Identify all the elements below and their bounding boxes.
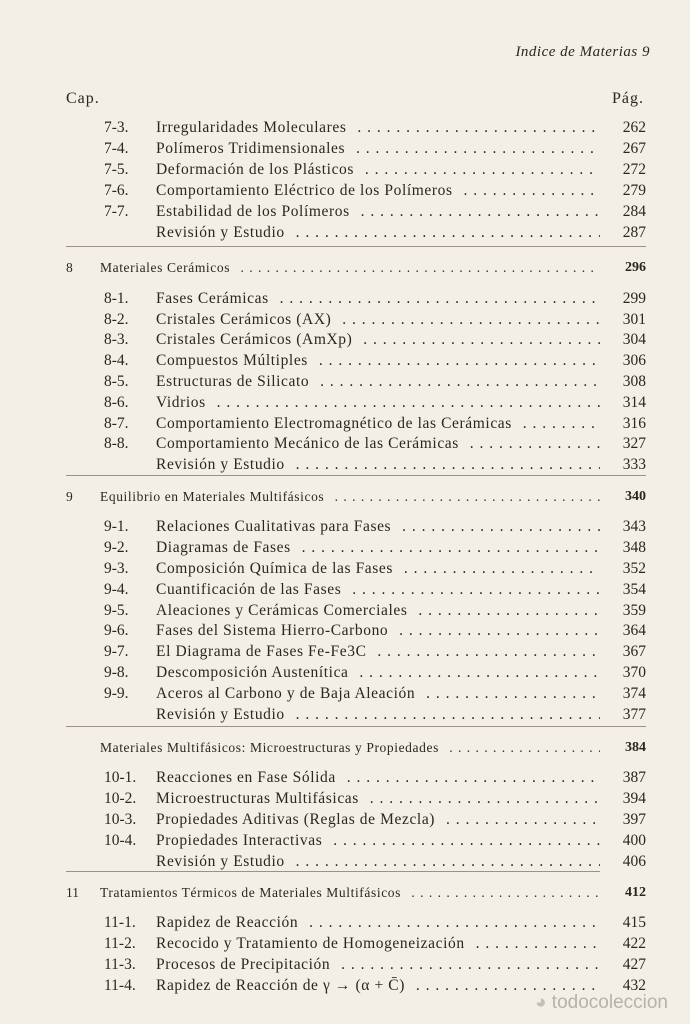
- entry-number: 10-4.: [104, 832, 137, 849]
- section-entry: [0, 393, 690, 413]
- entry-page-number: 333: [600, 455, 646, 475]
- entry-title-text: Descomposición Austenítica: [156, 664, 355, 681]
- entry-title: [156, 810, 640, 830]
- entry-title-text: Diagramas de Fases: [156, 539, 297, 556]
- entry-title: [156, 372, 640, 392]
- entry-number: 9-7.: [104, 643, 129, 660]
- section-entry: [0, 852, 690, 872]
- section-entry: [0, 580, 690, 600]
- entry-page-number: 279: [600, 181, 646, 201]
- entry-title: [156, 455, 640, 475]
- entry-number: 7-6.: [104, 182, 129, 199]
- section-entry: [0, 330, 690, 350]
- entry-title: [156, 202, 640, 222]
- entry-title: [156, 955, 640, 975]
- entry-title: [156, 310, 640, 330]
- entry-number: 8-4.: [104, 352, 129, 369]
- entry-page-number: 267: [600, 139, 646, 159]
- entry-page-number: 367: [600, 642, 646, 662]
- entry-number: 10-1.: [104, 769, 137, 786]
- watermark-icon: ◕: [535, 992, 547, 1013]
- entry-page-number: 340: [600, 487, 646, 507]
- running-header: Indice de Materias 9: [515, 44, 650, 60]
- entry-number: 8-8.: [104, 435, 129, 452]
- entry-title: [156, 663, 640, 683]
- section-entry: [0, 372, 690, 392]
- section-entry: [0, 913, 690, 933]
- entry-title-text: Propiedades Interactivas: [156, 832, 328, 849]
- entry-page-number: 296: [600, 258, 646, 278]
- entry-title-text: Cristales Cerámicos (AX): [156, 311, 337, 328]
- entry-title: [156, 580, 640, 600]
- entry-title-text: Deformación de los Plásticos: [156, 161, 360, 178]
- entry-title: [100, 258, 640, 278]
- entry-number: 11-3.: [104, 956, 136, 973]
- entry-title-text: Rapidez de Reacción: [156, 914, 304, 931]
- entry-number: 9-2.: [104, 539, 129, 556]
- entry-title: [156, 934, 640, 954]
- entry-page-number: 377: [600, 705, 646, 725]
- chapter-entry: [0, 258, 690, 278]
- entry-number: 11: [66, 885, 79, 900]
- entry-page-number: 301: [600, 310, 646, 330]
- entry-page-number: 354: [600, 580, 646, 600]
- entry-title-text: Compuestos Múltiples: [156, 352, 314, 369]
- entry-number: 8-2.: [104, 311, 129, 328]
- section-entry: [0, 663, 690, 683]
- entry-title: [156, 831, 640, 851]
- entry-number: 8-1.: [104, 290, 129, 307]
- section-entry: [0, 705, 690, 725]
- section-entry: [0, 621, 690, 641]
- entry-title: [100, 883, 640, 903]
- entry-number: 9-3.: [104, 560, 129, 577]
- entry-title-text: Cristales Cerámicos (AmXp): [156, 331, 358, 348]
- entry-page-number: 306: [600, 351, 646, 371]
- entry-number: 10-3.: [104, 811, 137, 828]
- entry-title-text: Aceros al Carbono y de Baja Aleación: [156, 685, 421, 702]
- entry-title-text: Estructuras de Silicato: [156, 373, 315, 390]
- section-entry: [0, 351, 690, 371]
- entry-title-text: Comportamiento Eléctrico de los Polímeros: [156, 182, 459, 199]
- entry-title: [156, 351, 640, 371]
- entry-page-number: 314: [600, 393, 646, 413]
- entry-number: 9-6.: [104, 622, 129, 639]
- entry-page-number: 415: [600, 913, 646, 933]
- entry-number: 7-3.: [104, 119, 129, 136]
- entry-page-number: 343: [600, 517, 646, 537]
- entry-title-text: Revisión y Estudio: [156, 853, 291, 870]
- entry-page-number: 348: [600, 538, 646, 558]
- section-entry: [0, 139, 690, 159]
- entry-title-text: Revisión y Estudio: [156, 456, 291, 473]
- entry-title-text: Irregularidades Moleculares: [156, 119, 353, 136]
- section-entry: [0, 223, 690, 243]
- entry-page-number: 272: [600, 160, 646, 180]
- entry-number: 8-5.: [104, 373, 129, 390]
- entry-title-text: Recocido y Tratamiento de Homogeneización: [156, 935, 471, 952]
- entry-page-number: 304: [600, 330, 646, 350]
- entry-page-number: 422: [600, 934, 646, 954]
- entry-page-number: 400: [600, 831, 646, 851]
- entry-page-number: 394: [600, 789, 646, 809]
- section-entry: [0, 455, 690, 475]
- entry-title: [156, 517, 640, 537]
- entry-title-text: Relaciones Cualitativas para Fases: [156, 518, 397, 535]
- entry-page-number: 384: [600, 738, 646, 758]
- entry-title-text: Fases del Sistema Hierro-Carbono: [156, 622, 394, 639]
- entry-page-number: 359: [600, 601, 646, 621]
- entry-number: 9-1.: [104, 518, 129, 535]
- entry-title-text: Tratamientos Térmicos de Materiales Multifásicos: [100, 885, 407, 900]
- entry-title: [156, 852, 640, 872]
- entry-title: [156, 289, 640, 309]
- entry-title: [156, 181, 640, 201]
- page-column-heading: Pág.: [612, 90, 644, 107]
- entry-title: [156, 559, 640, 579]
- entry-title: [156, 139, 640, 159]
- entry-title: [156, 601, 640, 621]
- section-entry: [0, 202, 690, 222]
- section-entry: [0, 414, 690, 434]
- section-entry: [0, 118, 690, 138]
- section-entry: [0, 768, 690, 788]
- chapter-entry: [0, 487, 690, 507]
- section-entry: [0, 289, 690, 309]
- entry-page-number: 374: [600, 684, 646, 704]
- entry-title-text: Procesos de Precipitación: [156, 956, 336, 973]
- entry-page-number: 308: [600, 372, 646, 392]
- entry-title-text: Polímeros Tridimensionales: [156, 140, 351, 157]
- entry-title: [156, 768, 640, 788]
- entry-title-text: Vidrios: [156, 394, 212, 411]
- section-divider: [66, 246, 646, 247]
- section-entry: [0, 934, 690, 954]
- entry-title-text: Comportamiento Mecánico de las Cerámicas: [156, 435, 465, 452]
- entry-title: [100, 487, 640, 507]
- section-entry: [0, 310, 690, 330]
- entry-page-number: 427: [600, 955, 646, 975]
- section-entry: [0, 517, 690, 537]
- entry-title: [100, 738, 640, 758]
- entry-number: 8-3.: [104, 331, 129, 348]
- entry-title-text: Fases Cerámicas: [156, 290, 275, 307]
- entry-title-text: Materiales Cerámicos: [100, 260, 236, 275]
- entry-title: [156, 223, 640, 243]
- entry-title: [156, 393, 640, 413]
- entry-title: [156, 160, 640, 180]
- entry-title: [156, 118, 640, 138]
- entry-number: 7-7.: [104, 203, 129, 220]
- entry-number: 9: [66, 489, 73, 504]
- entry-page-number: 412: [600, 883, 646, 903]
- entry-title-text: Aleaciones y Cerámicas Comerciales: [156, 602, 414, 619]
- entry-page-number: 406: [600, 852, 646, 872]
- entry-number: 11-2.: [104, 935, 136, 952]
- entry-page-number: 284: [600, 202, 646, 222]
- section-entry: [0, 538, 690, 558]
- section-entry: [0, 181, 690, 201]
- entry-number: 9-5.: [104, 602, 129, 619]
- entry-number: 8-7.: [104, 415, 129, 432]
- entry-page-number: 352: [600, 559, 646, 579]
- section-entry: [0, 601, 690, 621]
- chapter-entry: [0, 883, 690, 903]
- section-entry: [0, 642, 690, 662]
- entry-number: 7-4.: [104, 140, 129, 157]
- entry-title-text: Comportamiento Electromagnético de las Cerámicas: [156, 415, 518, 432]
- entry-page-number: 397: [600, 810, 646, 830]
- entry-number: 11-1.: [104, 914, 136, 931]
- entry-page-number: 299: [600, 289, 646, 309]
- entry-title: [156, 621, 640, 641]
- entry-title: [156, 789, 640, 809]
- entry-title-text: Materiales Multifásicos: Microestructuras y Propiedades: [100, 740, 445, 755]
- entry-number: 8: [66, 260, 73, 275]
- entry-number: 8-6.: [104, 394, 129, 411]
- entry-title: [156, 414, 640, 434]
- entry-number: 7-5.: [104, 161, 129, 178]
- section-entry: [0, 810, 690, 830]
- entry-title-text: Rapidez de Reacción de γ → (α + C̄): [156, 977, 411, 994]
- entry-title-text: Revisión y Estudio: [156, 224, 291, 241]
- section-divider: [66, 726, 646, 727]
- entry-page-number: 327: [600, 434, 646, 454]
- entry-title: [156, 434, 640, 454]
- watermark: [535, 992, 668, 1014]
- section-entry: [0, 684, 690, 704]
- entry-title-text: Microestructuras Multifásicas: [156, 790, 365, 807]
- section-entry: [0, 955, 690, 975]
- entry-title-text: Estabilidad de los Polímeros: [156, 203, 356, 220]
- entry-page-number: 287: [600, 223, 646, 243]
- entry-page-number: 364: [600, 621, 646, 641]
- entry-number: 11-4.: [104, 977, 136, 994]
- section-entry: [0, 559, 690, 579]
- entry-page-number: 387: [600, 768, 646, 788]
- watermark-text: todocoleccion: [551, 992, 668, 1013]
- entry-number: 10-2.: [104, 790, 137, 807]
- entry-title: [156, 705, 640, 725]
- entry-number: 9-4.: [104, 581, 129, 598]
- chapter-entry: [0, 738, 690, 758]
- entry-title: [156, 913, 640, 933]
- entry-title-text: Revisión y Estudio: [156, 706, 291, 723]
- section-entry: [0, 789, 690, 809]
- entry-title: [156, 642, 640, 662]
- entry-title-text: Propiedades Aditivas (Reglas de Mezcla): [156, 811, 441, 828]
- entry-title-text: El Diagrama de Fases Fe-Fe3C: [156, 643, 373, 660]
- entry-page-number: 262: [600, 118, 646, 138]
- entry-title-text: Reacciones en Fase Sólida: [156, 769, 342, 786]
- section-entry: [0, 434, 690, 454]
- entry-title: [156, 684, 640, 704]
- entry-title-text: Cuantificación de las Fases: [156, 581, 347, 598]
- section-divider: [66, 475, 646, 476]
- entry-page-number: 316: [600, 414, 646, 434]
- section-entry: [0, 160, 690, 180]
- chapter-column-heading: Cap.: [66, 90, 100, 107]
- entry-page-number: 370: [600, 663, 646, 683]
- entry-title: [156, 330, 640, 350]
- entry-number: 9-9.: [104, 685, 129, 702]
- entry-title-text: Equilibrio en Materiales Multifásicos: [100, 489, 330, 504]
- section-entry: [0, 831, 690, 851]
- entry-title-text: Composición Química de las Fases: [156, 560, 399, 577]
- entry-number: 9-8.: [104, 664, 129, 681]
- entry-page-number: 432: [600, 976, 646, 996]
- entry-title: [156, 538, 640, 558]
